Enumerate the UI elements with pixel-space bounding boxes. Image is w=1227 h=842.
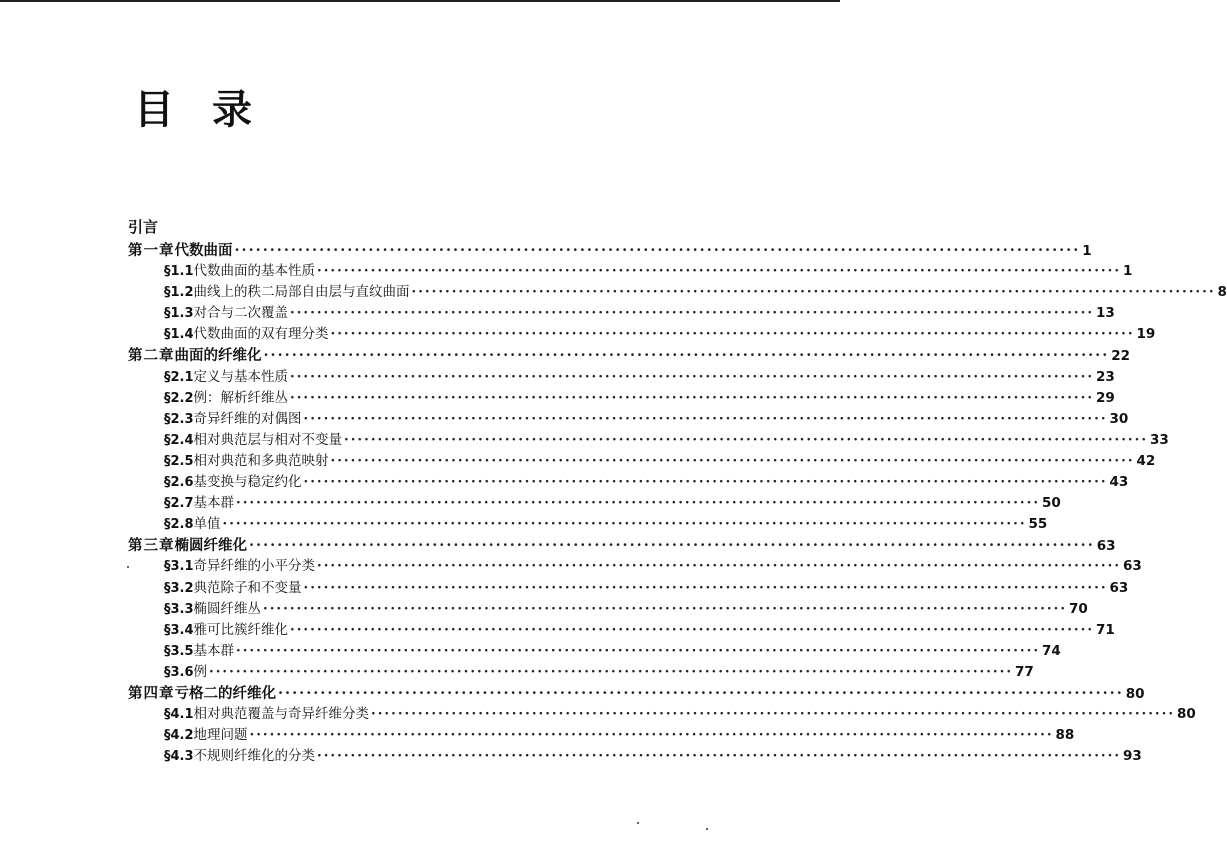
leader-dots: ························································································································ — [330, 452, 1135, 469]
title-char-1: 目 — [134, 86, 174, 133]
toc-section-row — [128, 620, 1115, 641]
toc-section-row — [128, 746, 1142, 767]
leader-dots: ························································································································ — [317, 748, 1122, 765]
toc-section-row — [128, 303, 1115, 324]
section-number: §2.8 — [164, 517, 194, 533]
leader-dots: ························································································································ — [234, 242, 1081, 259]
section-title: 基本群 — [193, 495, 235, 512]
page-number: 19 — [1136, 326, 1156, 343]
leader-dots: ························································································································ — [222, 516, 1027, 533]
leader-dots: ························································································································ — [290, 368, 1095, 385]
section-title: 曲线上的秩二局部自由层与直纹曲面 — [193, 284, 410, 301]
toc-section-row — [128, 662, 1034, 683]
section-number: §2.7 — [164, 496, 194, 512]
leader-dots: ························································································································ — [371, 706, 1176, 723]
leader-dots: ························································································································ — [263, 600, 1068, 617]
chapter-number: 第四章 — [128, 684, 175, 702]
intro-entry: 引言 — [128, 218, 159, 236]
top-border-line — [0, 0, 840, 2]
leader-dots: ························································································································ — [411, 284, 1216, 301]
toc-section-row — [128, 725, 1075, 746]
leader-dots: ························································································································ — [290, 621, 1095, 638]
section-title: 相对典范覆盖与奇异纤维分类 — [193, 706, 370, 723]
section-title: 基本群 — [193, 642, 235, 659]
toc-chapter-row — [128, 683, 1145, 704]
page-number: 42 — [1136, 452, 1156, 469]
chapter-title: 亏格二的纤维化 — [174, 684, 276, 702]
page-number: 13 — [1096, 305, 1115, 322]
leader-dots: ························································································································ — [317, 558, 1122, 575]
section-number: §3.6 — [164, 664, 194, 680]
section-number: §1.3 — [164, 306, 194, 322]
section-number: §1.1 — [164, 264, 194, 280]
section-title: 典范除子和不变量 — [193, 579, 302, 596]
toc-section-row — [128, 641, 1061, 662]
toc-section-row — [128, 409, 1129, 430]
page-number: 50 — [1042, 495, 1061, 512]
toc-section-row — [128, 367, 1115, 388]
section-title: 奇异纤维的小平分类 — [193, 558, 316, 575]
section-title: 例 — [193, 663, 208, 680]
section-number: §3.1 — [164, 559, 194, 575]
section-title: 代数曲面的基本性质 — [193, 263, 316, 280]
section-number: §3.3 — [164, 601, 194, 617]
section-title: 地理问题 — [193, 727, 248, 744]
scan-speck — [706, 828, 708, 830]
leader-dots: ························································································································ — [290, 305, 1095, 322]
page-number: 80 — [1125, 685, 1145, 702]
section-number: §3.4 — [164, 622, 194, 638]
chapter-number: 第二章 — [128, 347, 175, 365]
page-number: 63 — [1109, 579, 1129, 596]
title-char-2: 录 — [212, 86, 252, 133]
leader-dots: ························································································································ — [344, 431, 1149, 448]
page-number: 30 — [1109, 410, 1129, 427]
chapter-title: 曲面的纤维化 — [174, 347, 262, 365]
page-number: 93 — [1123, 748, 1142, 765]
section-number: §2.4 — [164, 432, 194, 448]
page-number: 33 — [1150, 431, 1169, 448]
toc-section-row — [128, 472, 1129, 493]
scan-speck — [127, 566, 129, 568]
page-number: 43 — [1109, 474, 1129, 491]
toc-section-row — [128, 514, 1048, 535]
toc-section-row — [128, 388, 1115, 409]
scan-speck — [637, 822, 639, 824]
leader-dots: ························································································································ — [290, 389, 1095, 406]
toc-section-row — [128, 556, 1142, 577]
section-number: §4.3 — [164, 749, 194, 765]
toc-section-row — [128, 261, 1133, 282]
leader-dots: ························································································································ — [330, 326, 1135, 343]
section-title: 椭圆纤维丛 — [193, 600, 262, 617]
leader-dots: ························································································································ — [263, 347, 1110, 365]
section-number: §3.5 — [164, 643, 194, 659]
page-number: 23 — [1096, 368, 1115, 385]
page-number: 1 — [1082, 243, 1092, 259]
toc-section-row — [128, 599, 1088, 620]
toc-section-row — [128, 324, 1156, 345]
section-title: 奇异纤维的对偶图 — [193, 410, 302, 427]
section-number: §3.2 — [164, 580, 194, 596]
leader-dots: ························································································································ — [317, 263, 1122, 280]
section-number: §2.3 — [164, 411, 194, 427]
section-number: §2.1 — [164, 369, 194, 385]
leader-dots: ························································································································ — [236, 642, 1041, 659]
page-number: 8 — [1217, 284, 1227, 301]
toc-section-row — [128, 430, 1169, 451]
leader-dots: ························································································································ — [278, 684, 1124, 702]
section-number: §2.5 — [164, 453, 194, 469]
section-title: 相对典范层与相对不变量 — [193, 431, 343, 448]
page-number: 88 — [1055, 727, 1075, 744]
section-title: 例：解析纤维丛 — [193, 389, 289, 406]
section-title: 雅可比簇纤维化 — [193, 621, 289, 638]
page-number: 29 — [1096, 389, 1115, 406]
page-number: 80 — [1177, 706, 1196, 723]
leader-dots: ························································································································ — [209, 663, 1014, 680]
section-number: §1.2 — [164, 285, 194, 301]
leader-dots: ························································································································ — [249, 727, 1054, 744]
section-title: 相对典范和多典范映射 — [193, 452, 329, 469]
section-number: §1.4 — [164, 327, 194, 343]
chapter-number: 第一章 — [128, 242, 175, 259]
chapter-title: 椭圆纤维化 — [174, 537, 247, 555]
page-number: 1 — [1123, 263, 1133, 280]
toc-chapter-row — [128, 345, 1131, 366]
section-title: 定义与基本性质 — [193, 368, 289, 385]
chapter-title: 代数曲面 — [174, 242, 233, 259]
page-number: 22 — [1111, 348, 1131, 365]
chapter-number: 第三章 — [128, 537, 175, 555]
toc-section-row — [128, 282, 1227, 303]
toc-section-row — [128, 493, 1061, 514]
section-title: 代数曲面的双有理分类 — [193, 326, 329, 343]
leader-dots: ························································································································ — [249, 537, 1095, 555]
toc-chapter-row — [128, 535, 1116, 556]
section-number: §4.1 — [164, 707, 194, 723]
leader-dots: ························································································································ — [303, 579, 1108, 596]
toc-section-row — [128, 578, 1129, 599]
page-number: 70 — [1069, 600, 1088, 617]
leader-dots: ························································································································ — [303, 410, 1108, 427]
section-title: 对合与二次覆盖 — [193, 305, 289, 322]
page-number: 71 — [1096, 621, 1115, 638]
page-number: 74 — [1042, 642, 1061, 659]
section-title: 单值 — [193, 516, 221, 533]
section-title: 不规则纤维化的分类 — [193, 748, 316, 765]
page-number: 63 — [1123, 558, 1142, 575]
section-number: §2.6 — [164, 475, 194, 491]
section-title: 基变换与稳定约化 — [193, 474, 302, 491]
section-number: §2.2 — [164, 390, 194, 406]
leader-dots: ························································································································ — [303, 474, 1108, 491]
table-of-contents — [128, 240, 1227, 767]
page-title — [134, 78, 252, 135]
toc-chapter-row — [128, 240, 1092, 261]
toc-section-row — [128, 704, 1196, 725]
page-number: 63 — [1096, 538, 1116, 555]
leader-dots: ························································································································ — [236, 495, 1041, 512]
page-number: 77 — [1015, 663, 1034, 680]
toc-section-row — [128, 451, 1156, 472]
page-number: 55 — [1028, 516, 1048, 533]
section-number: §4.2 — [164, 728, 194, 744]
